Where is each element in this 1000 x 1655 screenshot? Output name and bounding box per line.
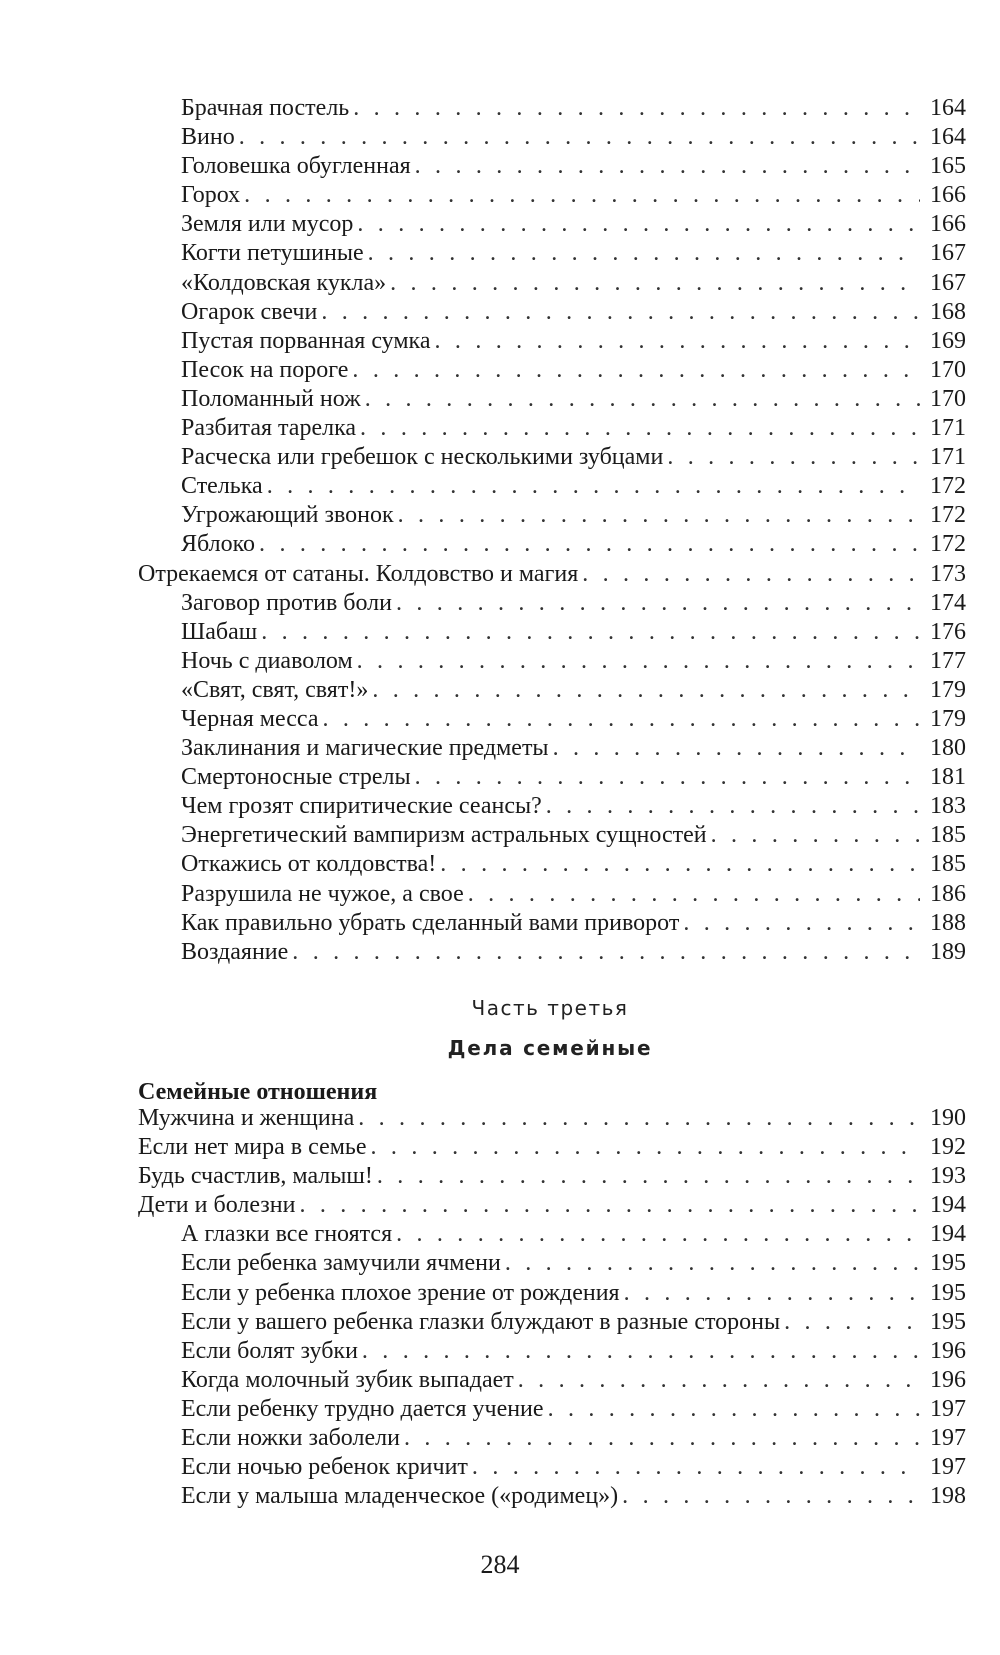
- toc-entry-title: Энергетический вампиризм астральных сущностей: [181, 822, 707, 849]
- toc-entry: [138, 792, 966, 821]
- toc-entry-page: 198: [930, 1483, 966, 1510]
- toc-entry: [138, 734, 966, 763]
- toc-entry-title: Разрушила не чужое, а свое: [181, 880, 464, 907]
- toc-entry-page: 181: [930, 764, 966, 791]
- toc-entry: [138, 618, 966, 647]
- toc-list-first: [138, 94, 966, 967]
- page-number: 284: [480, 1550, 520, 1579]
- toc-entry: [138, 327, 966, 356]
- toc-entry-title: Песок на пороге: [181, 356, 349, 383]
- toc-entry-title: Если у вашего ребенка глазки блуждают в разные стороны: [181, 1308, 781, 1335]
- toc-entry: [138, 181, 966, 210]
- toc-entry-title: Поломанный нож: [181, 385, 361, 412]
- toc-entry: [138, 269, 966, 298]
- toc-entry: [138, 1482, 966, 1511]
- toc-entry-page: 194: [930, 1221, 966, 1248]
- toc-entry-page: 196: [930, 1366, 966, 1393]
- toc-leader-dots: [553, 734, 920, 763]
- toc-leader-dots: [624, 1279, 920, 1308]
- toc-entry: [138, 239, 966, 268]
- toc-entry: [138, 472, 966, 501]
- toc-entry: [138, 880, 966, 909]
- toc-leader-dots: [358, 1104, 920, 1133]
- toc-leader-dots: [239, 123, 920, 152]
- toc-entry-title: Если у малыша младенческое («родимец»): [181, 1483, 619, 1510]
- section-heading: Семейные отношения: [138, 1079, 378, 1105]
- toc-entry-page: 197: [930, 1454, 966, 1481]
- toc-leader-dots: [518, 1366, 920, 1395]
- toc-leader-dots: [377, 1162, 920, 1191]
- toc-entry: [138, 1308, 966, 1337]
- toc-entry-page: 195: [930, 1308, 966, 1335]
- toc-entry-title: Брачная постель: [181, 95, 350, 121]
- toc-entry: [138, 1191, 966, 1220]
- toc-leader-dots: [322, 705, 920, 734]
- toc-leader-dots: [368, 239, 920, 268]
- toc-entry-page: 197: [930, 1425, 966, 1452]
- toc-leader-dots: [415, 763, 920, 792]
- toc-entry-page: 177: [930, 647, 966, 674]
- toc-entry-title: Дети и болезни: [138, 1192, 296, 1219]
- toc-leader-dots: [435, 327, 920, 356]
- toc-entry-title: Земля или мусор: [181, 211, 354, 238]
- toc-entry-title: Горох: [181, 182, 241, 209]
- toc-entry-page: 183: [930, 793, 966, 820]
- toc-entry-title: Расческа или гребешок с несколькими зубцами: [181, 444, 664, 471]
- toc-leader-dots: [365, 385, 920, 414]
- toc-entry: [138, 414, 966, 443]
- toc-entry-title: Будь счастлив, малыш!: [138, 1163, 373, 1190]
- toc-entry-title: Ночь с диаволом: [181, 647, 353, 674]
- toc-entry-title: Огарок свечи: [181, 298, 318, 325]
- toc-entry-page: 185: [930, 822, 966, 849]
- toc-entry: [138, 589, 966, 618]
- toc-entry: [138, 1220, 966, 1249]
- toc-entry: [138, 1133, 966, 1162]
- toc-entry-page: 185: [930, 851, 966, 878]
- toc-entry: [138, 1453, 966, 1482]
- toc-entry-page: 170: [930, 356, 966, 383]
- toc-entry-page: 176: [930, 618, 966, 645]
- toc-entry-page: 190: [930, 1105, 966, 1131]
- toc-entry-page: 179: [930, 705, 966, 732]
- toc-entry-title: Если нет мира в семье: [138, 1134, 367, 1161]
- toc-entry-title: Яблоко: [181, 531, 256, 558]
- toc-entry: [138, 123, 966, 152]
- toc-entry-title: Заговор против боли: [181, 589, 392, 616]
- toc-entry-page: 172: [930, 502, 966, 529]
- toc-entry-title: Воздаяние: [181, 938, 289, 965]
- toc-entry-page: 197: [930, 1395, 966, 1422]
- toc-list-second: [138, 1104, 966, 1511]
- toc-entry-page: 164: [930, 95, 966, 121]
- toc-entry-page: 179: [930, 676, 966, 703]
- toc-entry-page: 195: [930, 1279, 966, 1306]
- toc-entry-title: Если ребенку трудно дается учение: [181, 1395, 544, 1422]
- toc-entry-page: 172: [930, 473, 966, 500]
- part-title: Дела семейные: [447, 1036, 653, 1060]
- toc-leader-dots: [362, 1337, 920, 1366]
- toc-entry: [138, 501, 966, 530]
- toc-entry: [138, 909, 966, 938]
- toc-entry-title: Чем грозят спиритические сеансы?: [181, 793, 542, 820]
- toc-entry: [138, 560, 966, 589]
- toc-entry-title: Черная месса: [181, 705, 319, 732]
- toc-leader-dots: [353, 94, 920, 123]
- toc-entry-page: 166: [930, 182, 966, 209]
- toc-leader-dots: [390, 269, 920, 298]
- toc-entry-page: 186: [930, 880, 966, 907]
- toc-entry-page: 171: [930, 415, 966, 442]
- toc-entry-title: Если у ребенка плохое зрение от рождения: [181, 1279, 620, 1306]
- toc-leader-dots: [548, 1395, 920, 1424]
- toc-leader-dots: [360, 414, 920, 443]
- toc-entry-page: 164: [930, 124, 966, 151]
- toc-entry: [138, 1279, 966, 1308]
- toc-entry-page: 194: [930, 1192, 966, 1219]
- toc-leader-dots: [622, 1482, 920, 1511]
- toc-entry-page: 167: [930, 240, 966, 267]
- toc-entry: [138, 1366, 966, 1395]
- toc-leader-dots: [667, 443, 920, 472]
- toc-entry: [138, 443, 966, 472]
- toc-entry: [138, 356, 966, 385]
- toc-entry-page: 167: [930, 269, 966, 296]
- part-label: Часть третья: [471, 996, 629, 1020]
- toc-entry-page: 196: [930, 1337, 966, 1364]
- toc-entry-page: 165: [930, 153, 966, 180]
- toc-entry: [138, 1249, 966, 1278]
- toc-entry: [138, 938, 966, 967]
- toc-entry: [138, 94, 966, 123]
- toc-leader-dots: [582, 560, 920, 589]
- toc-entry-page: 166: [930, 211, 966, 238]
- toc-leader-dots: [321, 298, 920, 327]
- toc-entry-title: «Свят, свят, свят!»: [181, 676, 369, 703]
- toc-entry-title: Вино: [181, 124, 235, 151]
- toc-leader-dots: [357, 647, 920, 676]
- toc-entry-page: 195: [930, 1250, 966, 1277]
- toc-leader-dots: [711, 821, 920, 850]
- toc-entry: [138, 1395, 966, 1424]
- toc-entry-page: 174: [930, 589, 966, 616]
- toc-entry: [138, 821, 966, 850]
- toc-entry: [138, 1104, 966, 1133]
- toc-leader-dots: [415, 152, 920, 181]
- toc-leader-dots: [546, 792, 920, 821]
- toc-entry-title: Откажись от колдовства!: [181, 851, 437, 878]
- toc-leader-dots: [396, 589, 920, 618]
- toc-entry: [138, 850, 966, 879]
- toc-entry-page: 180: [930, 735, 966, 762]
- toc-entry-title: Когти петушиные: [181, 240, 364, 267]
- toc-entry-page: 171: [930, 444, 966, 471]
- toc-entry: [138, 676, 966, 705]
- toc-entry-title: Смертоносные стрелы: [181, 764, 411, 791]
- toc-entry: [138, 763, 966, 792]
- toc-entry-title: Если ночью ребенок кричит: [181, 1454, 468, 1481]
- toc-leader-dots: [396, 1220, 920, 1249]
- toc-entry: [138, 210, 966, 239]
- toc-entry-title: Как правильно убрать сделанный вами приворот: [181, 909, 680, 936]
- toc-entry: [138, 1337, 966, 1366]
- toc-entry-title: Когда молочный зубик выпадает: [181, 1366, 514, 1393]
- toc-entry-title: А глазки все гноятся: [181, 1221, 393, 1248]
- toc-entry: [138, 298, 966, 327]
- toc-entry-title: Разбитая тарелка: [181, 415, 357, 442]
- toc-entry: [138, 152, 966, 181]
- toc-entry-title: Шабаш: [181, 618, 258, 645]
- toc-entry-page: 192: [930, 1134, 966, 1161]
- toc-leader-dots: [261, 618, 920, 647]
- toc-entry-title: Отрекаемся от сатаны. Колдовство и магия: [138, 560, 579, 587]
- toc-leader-dots: [244, 181, 920, 210]
- toc-entry-page: 193: [930, 1163, 966, 1190]
- toc-entry: [138, 705, 966, 734]
- toc-entry-title: Пустая порванная сумка: [181, 327, 431, 354]
- toc-leader-dots: [683, 909, 920, 938]
- toc-entry-page: 188: [930, 909, 966, 936]
- toc-entry-page: 173: [930, 560, 966, 587]
- toc-leader-dots: [505, 1249, 920, 1278]
- toc-leader-dots: [404, 1424, 920, 1453]
- toc-entry: [138, 647, 966, 676]
- toc-entry: [138, 1162, 966, 1191]
- toc-entry-page: 170: [930, 385, 966, 412]
- toc-entry-title: Если болят зубки: [181, 1337, 358, 1364]
- toc-entry-title: Если ножки заболели: [181, 1425, 400, 1452]
- toc-entry-title: Угрожающий звонок: [181, 502, 394, 529]
- toc-entry: [138, 1424, 966, 1453]
- toc-leader-dots: [472, 1453, 920, 1482]
- toc-leader-dots: [352, 356, 920, 385]
- toc-leader-dots: [371, 1133, 920, 1162]
- toc-entry-title: Стелька: [181, 473, 263, 500]
- toc-leader-dots: [267, 472, 920, 501]
- toc-entry-title: Мужчина и женщина: [138, 1105, 355, 1131]
- toc-entry-title: Головешка обугленная: [181, 153, 411, 180]
- toc-leader-dots: [398, 501, 920, 530]
- toc-leader-dots: [259, 530, 920, 559]
- toc-entry-page: 189: [930, 938, 966, 965]
- toc-leader-dots: [468, 880, 920, 909]
- toc-entry-title: «Колдовская кукла»: [181, 269, 387, 296]
- toc-leader-dots: [440, 850, 920, 879]
- toc-entry-page: 172: [930, 531, 966, 558]
- toc-leader-dots: [372, 676, 920, 705]
- toc-leader-dots: [292, 938, 920, 967]
- toc-entry-page: 169: [930, 327, 966, 354]
- toc-leader-dots: [357, 210, 920, 239]
- toc-leader-dots: [784, 1308, 920, 1337]
- toc-entry-title: Если ребенка замучили ячмени: [181, 1250, 501, 1277]
- toc-entry: [138, 385, 966, 414]
- toc-entry: [138, 530, 966, 559]
- toc-entry-page: 168: [930, 298, 966, 325]
- toc-entry-title: Заклинания и магические предметы: [181, 735, 549, 762]
- toc-leader-dots: [299, 1191, 920, 1220]
